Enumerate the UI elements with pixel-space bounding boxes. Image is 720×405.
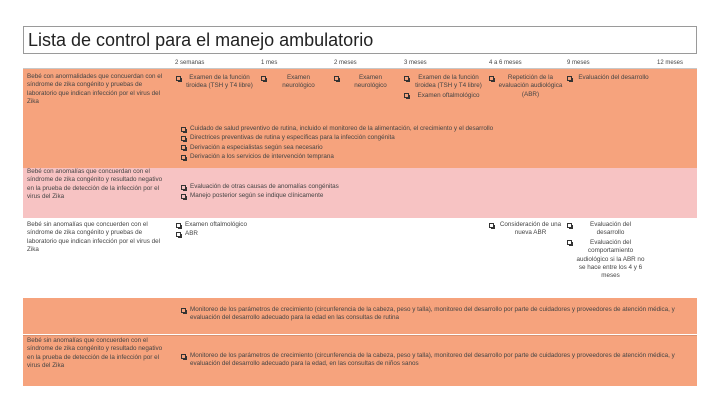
checklist-table [23,56,697,396]
page-title: Lista de control para el manejo ambulatorio [28,30,374,50]
row-1-4-a-6-meses: Repetición de la evaluación audiológica (ABR) [489,74,563,99]
checkbox-icon [181,354,186,359]
col-header-2-meses: 2 meses [334,60,357,66]
row-3-2-semanas: Examen oftalmológico ABR [176,221,254,239]
row-3-label: Bebé sin anomalías que concuerden con el síndrome de zika congénito y pruebas de laboratorio que indican infección por el virus del Zika [27,221,161,254]
row-1-2-semanas: Examen de la función tiroidea (TSH y T4 libre) [176,74,254,91]
row-1-2-meses: Examen neurológico [334,74,398,91]
checkbox-icon [567,240,572,245]
checkbox-icon [181,145,186,150]
checkbox-icon [181,194,186,199]
checkbox-icon [181,155,186,160]
checkbox-icon [489,223,494,228]
checkbox-icon [261,76,266,81]
row-1-label: Bebé con anormalidades que concuerdan con el síndrome de zika congénito y pruebas de laboratorio que indican infección por el virus del Zika [27,73,163,106]
checkbox-icon [567,223,572,228]
col-header-1-mes: 1 mes [261,60,278,66]
col-header-9-meses: 9 meses [567,60,590,66]
checkbox-icon [176,76,181,81]
checkbox-icon [181,127,186,132]
row-1-9-meses: Evaluación del desarrollo [567,74,651,82]
col-header-3-meses: 3 meses [404,60,427,66]
checkbox-icon [404,76,409,81]
checkbox-icon [181,136,186,141]
row-3-4-a-6-meses: Consideración de una nueva ABR [489,221,563,238]
row-2-general: Evaluación de otras causas de anomalías congénitas Manejo posterior según se indique clínicamente [181,183,691,201]
row-4-label: Bebé sin anomalías que concuerden con el síndrome de zika congénito y resultado negativo en la prueba de detección de la infección por el virus del Zika [27,337,163,370]
col-header-2-semanas: 2 semanas [175,60,205,66]
checkbox-icon [181,308,186,313]
checkbox-icon [181,185,186,190]
checkbox-icon [176,232,181,237]
row-3-monitoring: Monitoreo de los parámetros de crecimiento (circunferencia de la cabeza, peso y talla), monitoreo del desarrollo por parte de cuidadores y proveedores de atención médica, y evaluación del desarrollo adecuado para la edad en las consultas de rutina [181,306,695,323]
checkbox-icon [567,76,572,81]
checkbox-icon [176,223,181,228]
checkbox-icon [334,76,339,81]
row-2-label: Bebé con anomalías que concuerdan con el síndrome de zika congénito y resultado negativo en la prueba de detección de la infección por el virus del Zika [27,168,163,201]
col-header-12-meses: 12 meses [657,60,684,66]
title-box [23,26,697,54]
row-1-3-meses: Examen de la función tiroidea (TSH y T4 libre) Examen oftalmológico [404,74,484,100]
row-1-general-care: Cuidado de salud preventivo de rutina, incluido el monitoreo de la alimentación, el crecimiento y el desarrollo Directrices preventivas de rutina y específicas para la infección congénita Derivación a especialistas según sea necesario Derivación a los servicios de intervención temprana [181,125,691,162]
row-3-9-meses: Evaluación del desarrollo Evaluación del comportamiento audiológico si la ABR no se hace entre los 4 y 6 meses [567,221,645,281]
row-1-1-mes: Examen neurológico [261,74,327,91]
checkbox-icon [489,76,494,81]
col-header-4-a-6-meses: 4 a 6 meses [489,60,522,66]
row-4-monitoring: Monitoreo de los parámetros de crecimiento (circunferencia de la cabeza, peso y talla), monitoreo del desarrollo por parte de cuidadores y proveedores de atención médica, y evaluación del desarrollo adecuado para la edad, en las consultas de niños sanos [181,352,695,369]
checkbox-icon [404,93,409,98]
